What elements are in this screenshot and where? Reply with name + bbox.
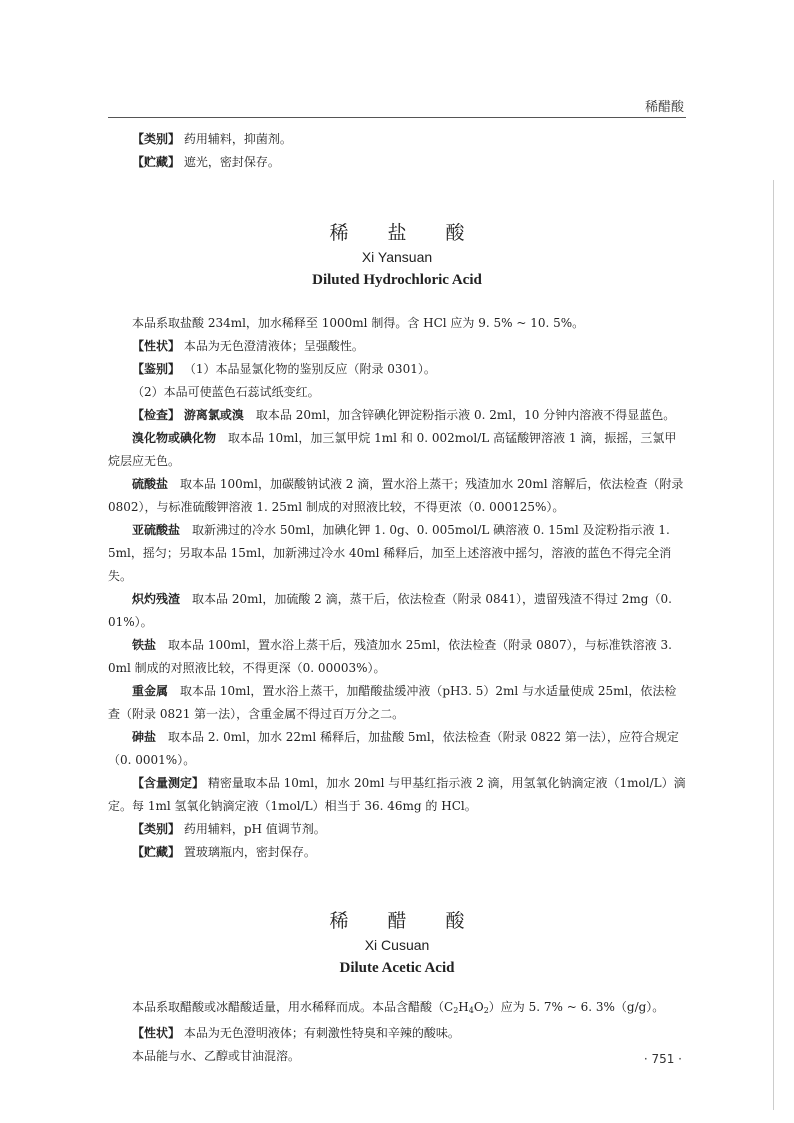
tests-label: 【检查】 xyxy=(132,408,181,422)
prev-category xyxy=(108,128,686,151)
test-name: 亚硫酸盐 xyxy=(132,523,181,537)
test-name: 溴化物或碘化物 xyxy=(132,431,217,445)
storage xyxy=(108,841,686,864)
category-text: 药用辅料，抑菌剂。 xyxy=(183,132,292,146)
storage-label: 【贮藏】 xyxy=(132,155,181,169)
assay xyxy=(108,772,686,818)
identification-text: （1）本品显氯化物的鉴别反应（附录 0301）。 xyxy=(183,362,436,376)
test-arsenic xyxy=(108,726,686,772)
properties-label: 【性状】 xyxy=(132,1026,181,1040)
monograph-pinyin: Xi Yansuan xyxy=(361,249,433,265)
category-label: 【类别】 xyxy=(132,132,181,146)
test-name: 铁盐 xyxy=(132,638,157,652)
miscibility: 本品能与水、乙醇或甘油混溶。 xyxy=(132,1049,301,1063)
test-sulfate xyxy=(108,473,686,519)
test-heavy-metals xyxy=(108,680,686,726)
monograph-heading-1 xyxy=(108,220,686,292)
subscript: 4 xyxy=(468,1006,474,1015)
subscript: 2 xyxy=(483,1006,489,1015)
intro-text: ）应为 5. 7% ~ 6. 3%（g/g）。 xyxy=(488,1000,665,1014)
spacer xyxy=(108,864,686,908)
test-text: 取本品 100ml，置水浴上蒸干后，残渣加水 25ml，依法检查（附录 0807），与标准铁溶液 3. 0ml 制成的对照液比较，不得更深（0. 00003%）。 xyxy=(108,638,672,675)
test-name: 游离氯或溴 xyxy=(183,408,244,422)
running-header: 稀醋酸 xyxy=(644,100,684,115)
test-iron xyxy=(108,634,686,680)
category-label: 【类别】 xyxy=(132,822,181,836)
content xyxy=(108,128,686,1068)
intro-paragraph: 本品系取盐酸 234ml，加水稀释至 1000ml 制得。含 HCl 应为 9. 5% ~ 10. 5%。 xyxy=(132,316,585,330)
intro-text: 本品系取醋酸或冰醋酸适量，用水稀释而成。本品含醋酸（C xyxy=(132,1000,454,1014)
properties-text: 本品为无色澄清液体；呈强酸性。 xyxy=(183,339,364,353)
test-text: 取本品 2. 0ml，加水 22ml 稀释后，加盐酸 5ml，依法检查（附录 0822 第一法），应符合规定（0. 0001%）。 xyxy=(108,730,679,767)
test-name: 砷盐 xyxy=(132,730,157,744)
identification-label: 【鉴别】 xyxy=(132,362,181,376)
test-text: 取本品 10ml，置水浴上蒸干，加醋酸盐缓冲液（pH3. 5）2ml 与水适量使成 25ml，依法检查（附录 0821 第一法），含重金属不得过百万分之二。 xyxy=(108,684,677,721)
test-free-chlorine xyxy=(108,404,686,427)
intro-text: O xyxy=(473,1000,484,1014)
test-residue-on-ignition xyxy=(108,588,686,634)
spacer xyxy=(108,980,686,996)
identification xyxy=(108,358,686,381)
test-bromide-iodide xyxy=(108,427,686,473)
subscript: 2 xyxy=(453,1006,459,1015)
test-name: 炽灼残渣 xyxy=(132,592,181,606)
monograph-english-name: Diluted Hydrochloric Acid xyxy=(312,272,482,288)
monograph-english-name: Dilute Acetic Acid xyxy=(339,960,455,976)
page-number: · 751 · xyxy=(643,1052,682,1066)
properties-text: 本品为无色澄明液体；有刺激性特臭和辛辣的酸味。 xyxy=(183,1026,460,1040)
test-text: 取本品 10ml，加三氯甲烷 1ml 和 0. 002mol/L 高锰酸钾溶液 1 滴，振摇，三氯甲烷层应无色。 xyxy=(108,431,677,468)
identification-2: （2）本品可使蓝色石蕊试纸变红。 xyxy=(132,385,320,399)
monograph-pinyin: Xi Cusuan xyxy=(364,937,430,953)
monograph-title: 稀 盐 酸 xyxy=(329,222,475,244)
test-sulfite xyxy=(108,519,686,588)
assay-text: 精密量取本品 10ml，加水 20ml 与甲基红指示液 2 滴，用氢氧化钠滴定液（1mol/L）滴定。每 1ml 氢氧化钠滴定液（1mol/L）相当于 36. 46mg 的 HCl。 xyxy=(108,776,686,813)
intro-text: H xyxy=(458,1000,469,1014)
properties xyxy=(108,335,686,358)
storage-label: 【贮藏】 xyxy=(132,845,181,859)
spacer xyxy=(108,174,686,220)
spacer xyxy=(108,292,686,312)
test-name: 重金属 xyxy=(132,684,169,698)
test-name: 硫酸盐 xyxy=(132,477,169,491)
test-text: 取新沸过的冷水 50ml，加碘化钾 1. 0g、0. 005mol/L 碘溶液 0. 15ml 及淀粉指示液 1. 5ml，摇匀；另取本品 15ml，加新沸过冷水 40ml 稀释后，加至上述溶液中摇匀，溶液的蓝色不得完全消失。 xyxy=(108,523,672,583)
header-rule xyxy=(108,117,686,118)
monograph-title: 稀 醋 酸 xyxy=(329,910,475,932)
test-text: 取本品 100ml，加碳酸钠试液 2 滴，置水浴上蒸干；残渣加水 20ml 溶解后，依法检查（附录 0802），与标准硫酸钾溶液 1. 25ml 制成的对照液比较，不得更浓（0. 000125%）。 xyxy=(108,477,684,514)
properties xyxy=(108,1022,686,1045)
monograph-heading-2 xyxy=(108,908,686,980)
prev-storage xyxy=(108,151,686,174)
properties-label: 【性状】 xyxy=(132,339,181,353)
test-text: 取本品 20ml，加硫酸 2 滴，蒸干后，依法检查（附录 0841），遗留残渣不得过 2mg（0. 01%）。 xyxy=(108,592,672,629)
page-edge-line xyxy=(773,180,774,1110)
test-text: 取本品 20ml，加含锌碘化钾淀粉指示液 0. 2ml，10 分钟内溶液不得显蓝色。 xyxy=(255,408,676,422)
assay-label: 【含量测定】 xyxy=(132,776,205,790)
storage-text: 置玻璃瓶内，密封保存。 xyxy=(183,845,316,859)
storage-text: 遮光，密封保存。 xyxy=(183,155,280,169)
intro-paragraph xyxy=(108,996,686,1022)
category-text: 药用辅料，pH 值调节剂。 xyxy=(183,822,326,836)
category xyxy=(108,818,686,841)
